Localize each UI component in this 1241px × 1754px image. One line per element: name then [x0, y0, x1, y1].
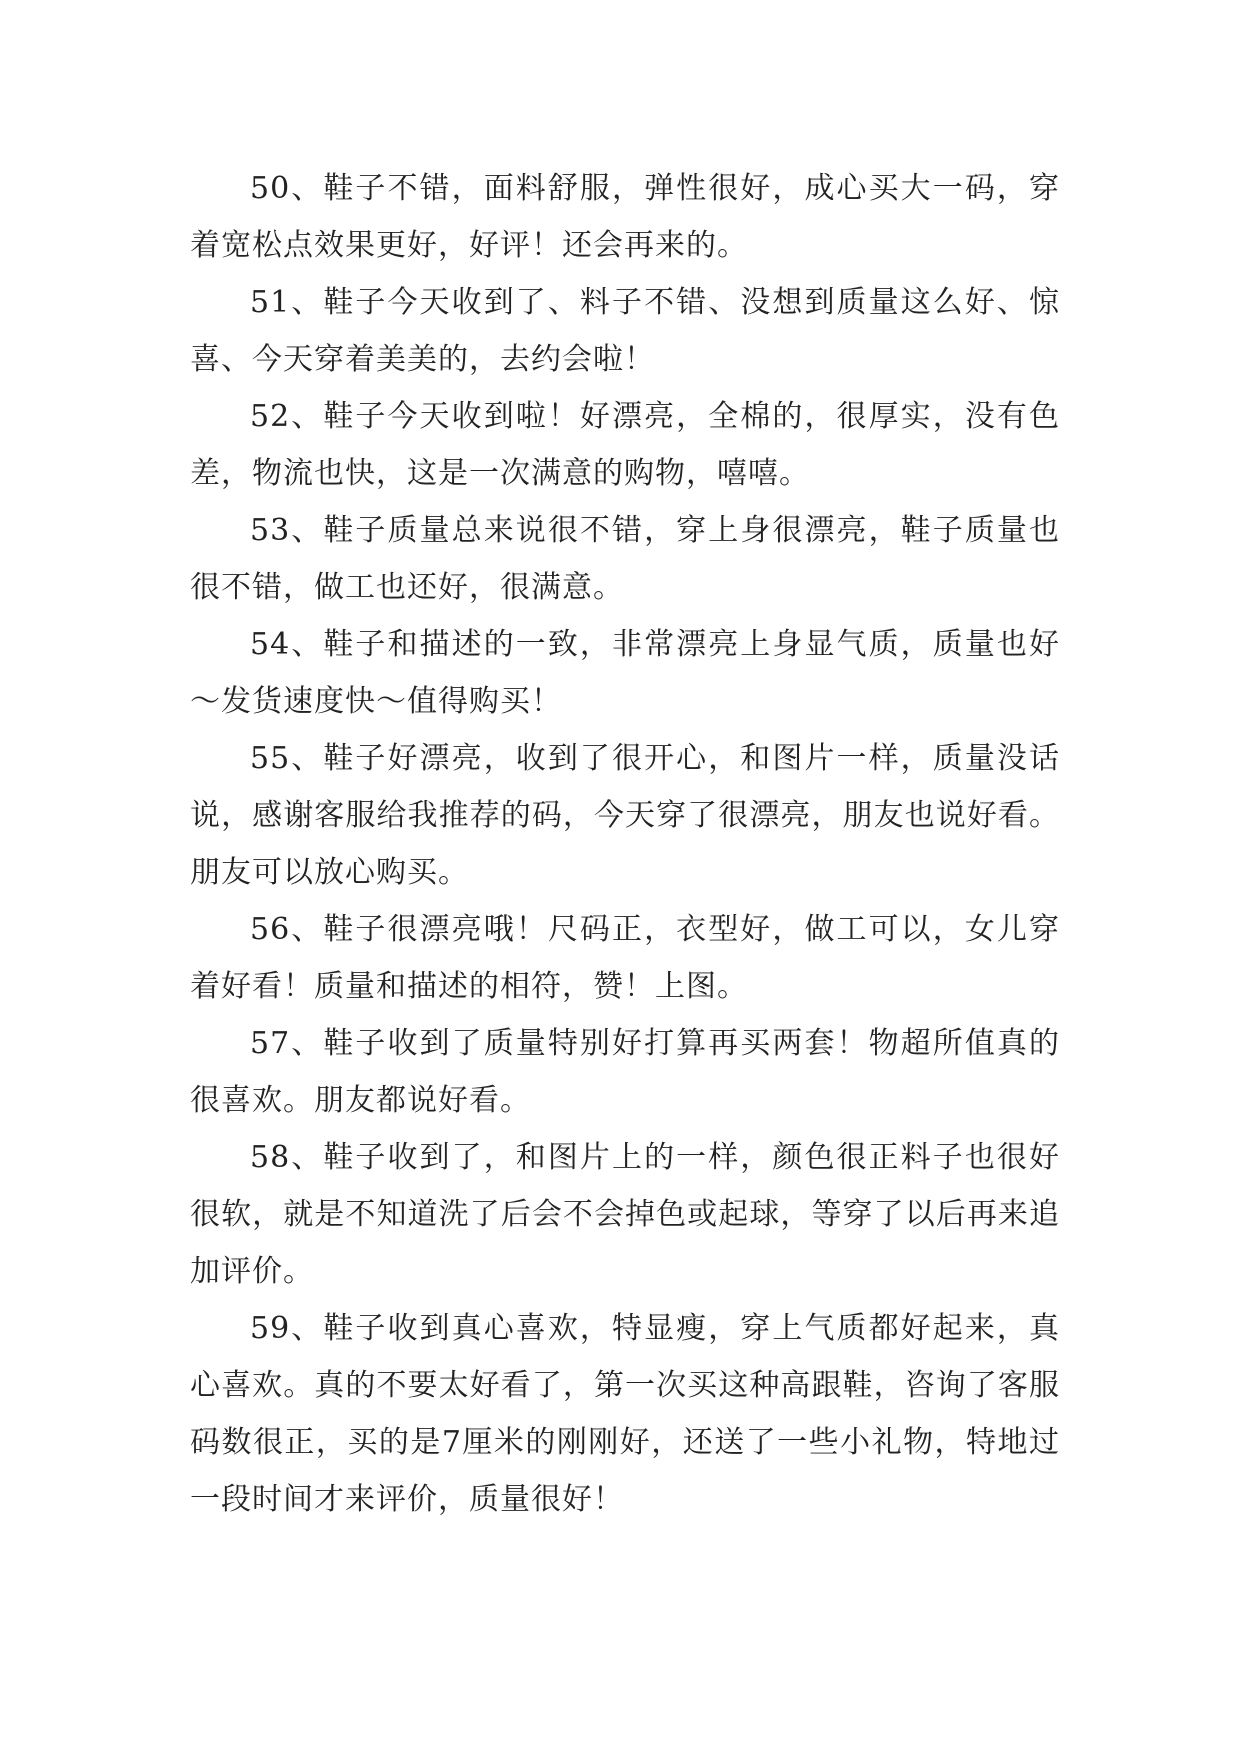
review-paragraph-51: 51、鞋子今天收到了、料子不错、没想到质量这么好、惊喜、今天穿着美美的，去约会啦！ — [190, 285, 1060, 377]
document-body — [190, 160, 1060, 1528]
review-paragraph-53: 53、鞋子质量总来说很不错，穿上身很漂亮，鞋子质量也很不错，做工也还好，很满意。 — [190, 513, 1060, 605]
review-paragraph-52: 52、鞋子今天收到啦！好漂亮，全棉的，很厚实，没有色差，物流也快，这是一次满意的购物，嘻嘻。 — [190, 399, 1060, 491]
review-paragraph-54: 54、鞋子和描述的一致，非常漂亮上身显气质，质量也好～发货速度快～值得购买！ — [190, 627, 1060, 719]
review-paragraph-58: 58、鞋子收到了，和图片上的一样，颜色很正料子也很好很软，就是不知道洗了后会不会掉色或起球，等穿了以后再来追加评价。 — [190, 1140, 1060, 1289]
review-paragraph-56: 56、鞋子很漂亮哦！尺码正，衣型好，做工可以，女儿穿着好看！质量和描述的相符，赞！上图。 — [190, 912, 1060, 1004]
review-paragraph-55: 55、鞋子好漂亮，收到了很开心，和图片一样，质量没话说，感谢客服给我推荐的码，今天穿了很漂亮，朋友也说好看。朋友可以放心购买。 — [190, 741, 1060, 890]
review-paragraph-50: 50、鞋子不错，面料舒服，弹性很好，成心买大一码，穿着宽松点效果更好，好评！还会再来的。 — [190, 171, 1060, 263]
review-paragraph-59: 59、鞋子收到真心喜欢，特显瘦，穿上气质都好起来，真心喜欢。真的不要太好看了，第一次买这种高跟鞋，咨询了客服码数很正，买的是7厘米的刚刚好，还送了一些小礼物，特地过一段时间才来评价，质量很好！ — [190, 1311, 1060, 1517]
review-paragraph-57: 57、鞋子收到了质量特别好打算再买两套！物超所值真的很喜欢。朋友都说好看。 — [190, 1026, 1060, 1118]
